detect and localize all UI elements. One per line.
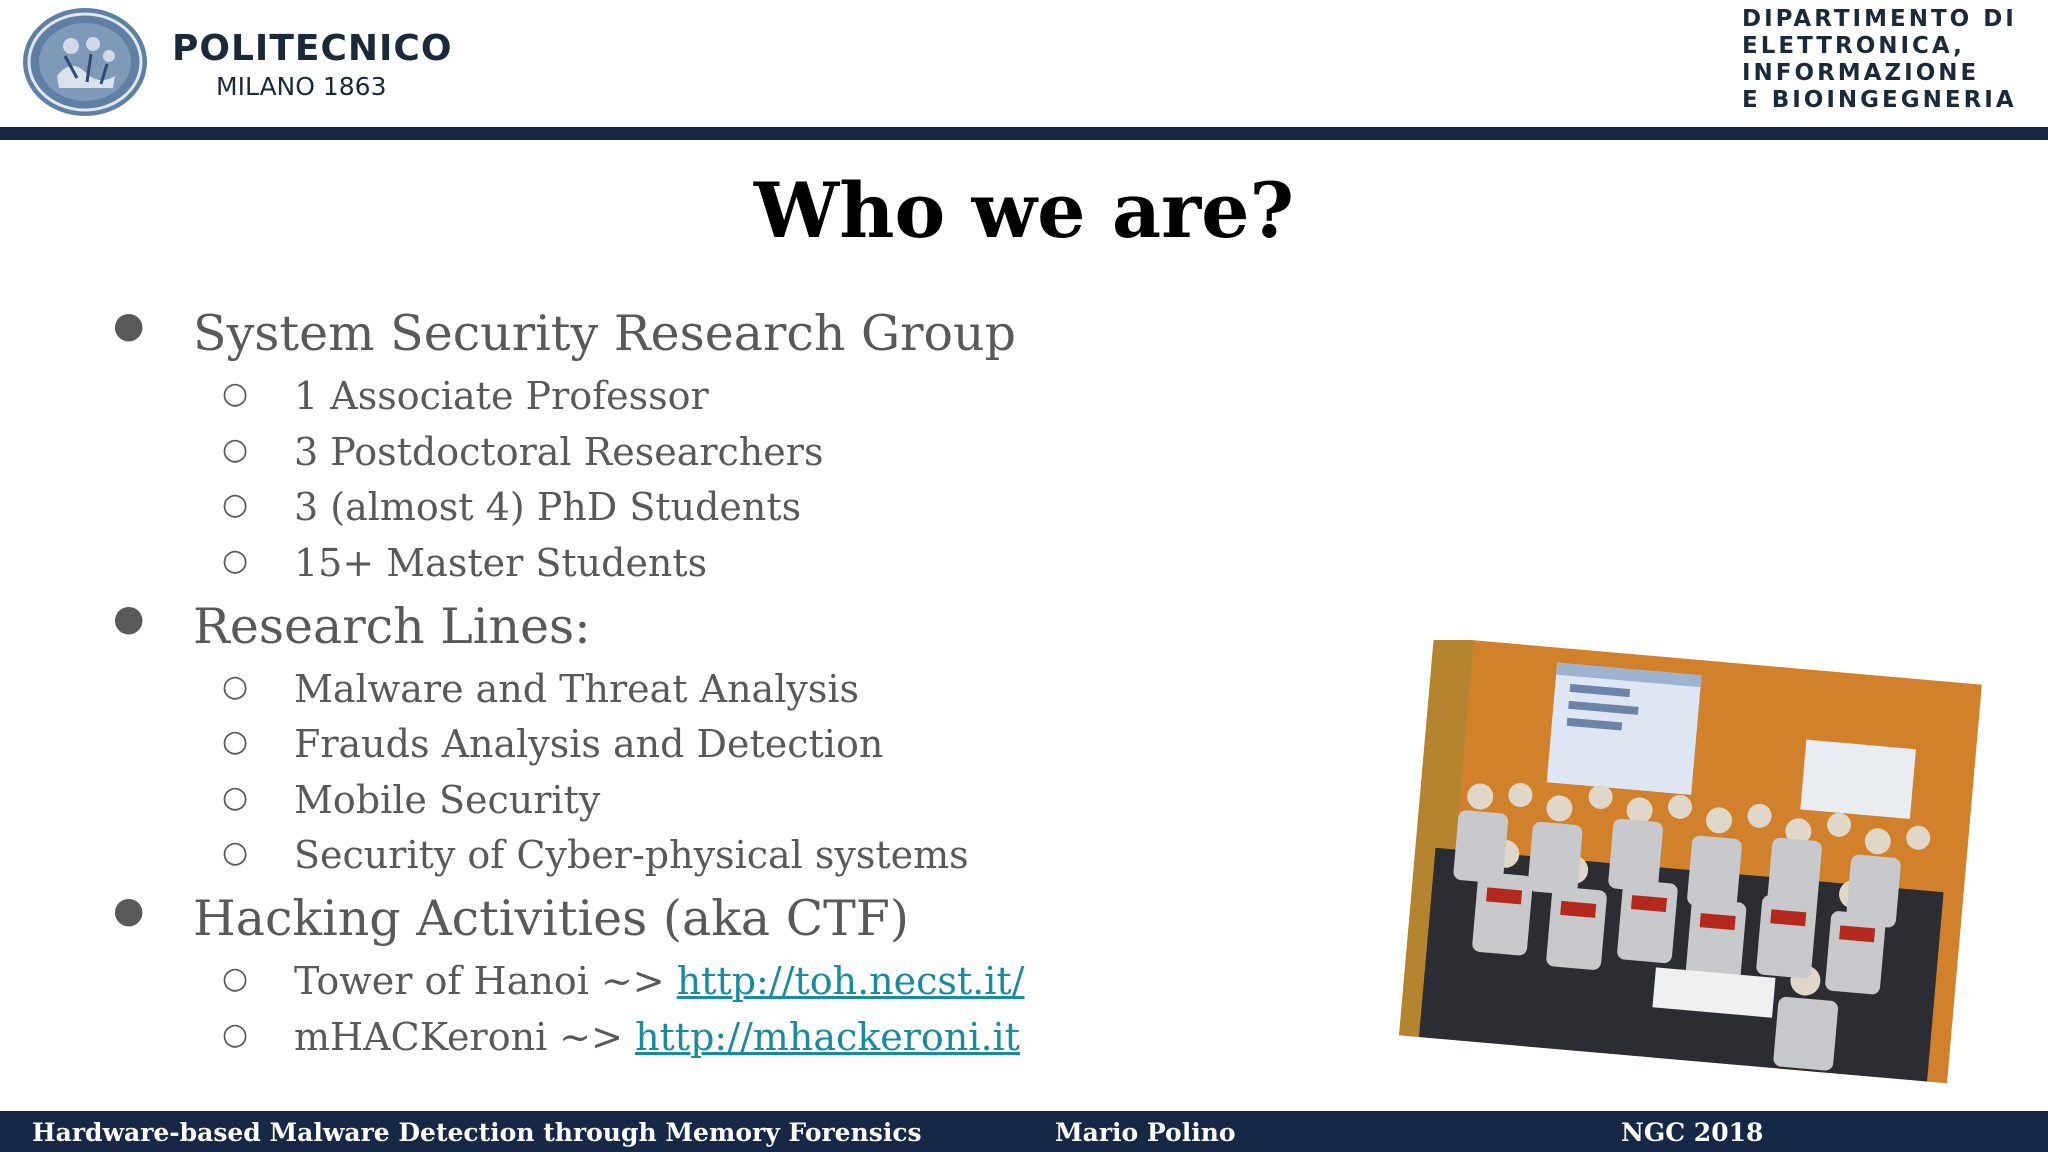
sub-bullet-label: Security of Cyber-physical systems (294, 833, 969, 877)
sub-bullet-item (222, 833, 969, 877)
sub-bullet-icon: ○ (222, 487, 249, 522)
sub-bullet-item (222, 722, 884, 766)
sub-bullet-item (222, 1015, 1020, 1059)
bullet-icon: ● (113, 598, 145, 639)
mhackeroni-link[interactable]: http://mhackeroni.it (635, 1015, 1020, 1059)
sub-bullet-item (222, 959, 1025, 1003)
sub-bullet-item (222, 374, 709, 418)
sub-bullet-icon: ○ (222, 432, 249, 467)
sub-bullet-label: 15+ Master Students (294, 541, 708, 585)
sub-bullet-icon: ○ (222, 376, 249, 411)
sub-bullet-label: Frauds Analysis and Detection (294, 722, 884, 766)
footer-speaker: Mario Polino (1055, 1118, 1236, 1147)
department-line: ELETTRONICA, (1742, 33, 1965, 59)
sub-bullet-icon: ○ (222, 1017, 249, 1052)
bullet-label: Hacking Activities (aka CTF) (193, 890, 909, 947)
sub-bullet-item (222, 430, 824, 474)
sub-bullet-label: Mobile Security (294, 778, 601, 822)
department-line: INFORMAZIONE (1742, 60, 1980, 86)
sub-bullet-label: 3 (almost 4) PhD Students (294, 485, 802, 529)
slide-footer (0, 1111, 2048, 1152)
bullet-label: System Security Research Group (193, 305, 1016, 362)
header-divider (0, 127, 2048, 140)
toh-link[interactable]: http://toh.necst.it/ (676, 959, 1025, 1003)
slide-title: Who we are? (753, 166, 1295, 255)
university-seal-icon (21, 6, 149, 118)
university-name: POLITECNICO (172, 28, 453, 69)
sub-bullet-label: mHACKeroni ~> (294, 1015, 636, 1059)
department-line: DIPARTIMENTO DI (1742, 6, 2017, 32)
sub-bullet-item (222, 541, 708, 585)
footer-talk-title: Hardware-based Malware Detection through Memory Forensics (32, 1118, 922, 1147)
department-name (1742, 6, 2017, 114)
sub-bullet-item (222, 667, 859, 711)
bullet-icon: ● (113, 890, 145, 931)
footer-event: NGC 2018 (1621, 1118, 1764, 1147)
sub-bullet-icon: ○ (222, 961, 249, 996)
bullet-label: Research Lines: (193, 598, 591, 655)
sub-bullet-item (222, 778, 601, 822)
sub-bullet-label: Malware and Threat Analysis (294, 667, 859, 711)
sub-bullet-icon: ○ (222, 669, 249, 704)
sub-bullet-icon: ○ (222, 543, 249, 578)
sub-bullet-item (222, 485, 802, 529)
sub-bullet-label: 1 Associate Professor (294, 374, 709, 418)
department-line: E BIOINGEGNERIA (1742, 87, 2017, 113)
bullet-item-research-lines (113, 598, 591, 655)
sub-bullet-label: 3 Postdoctoral Researchers (294, 430, 824, 474)
group-photo (1395, 640, 1985, 1090)
sub-bullet-icon: ○ (222, 835, 249, 870)
bullet-icon: ● (113, 305, 145, 346)
university-city: MILANO 1863 (216, 72, 387, 101)
sub-bullet-icon: ○ (222, 780, 249, 815)
bullet-item-hacking-activities (113, 890, 909, 947)
sub-bullet-icon: ○ (222, 724, 249, 759)
bullet-item-research-group (113, 305, 1016, 362)
slide-header (0, 0, 2048, 127)
sub-bullet-label: Tower of Hanoi ~> (294, 959, 677, 1003)
